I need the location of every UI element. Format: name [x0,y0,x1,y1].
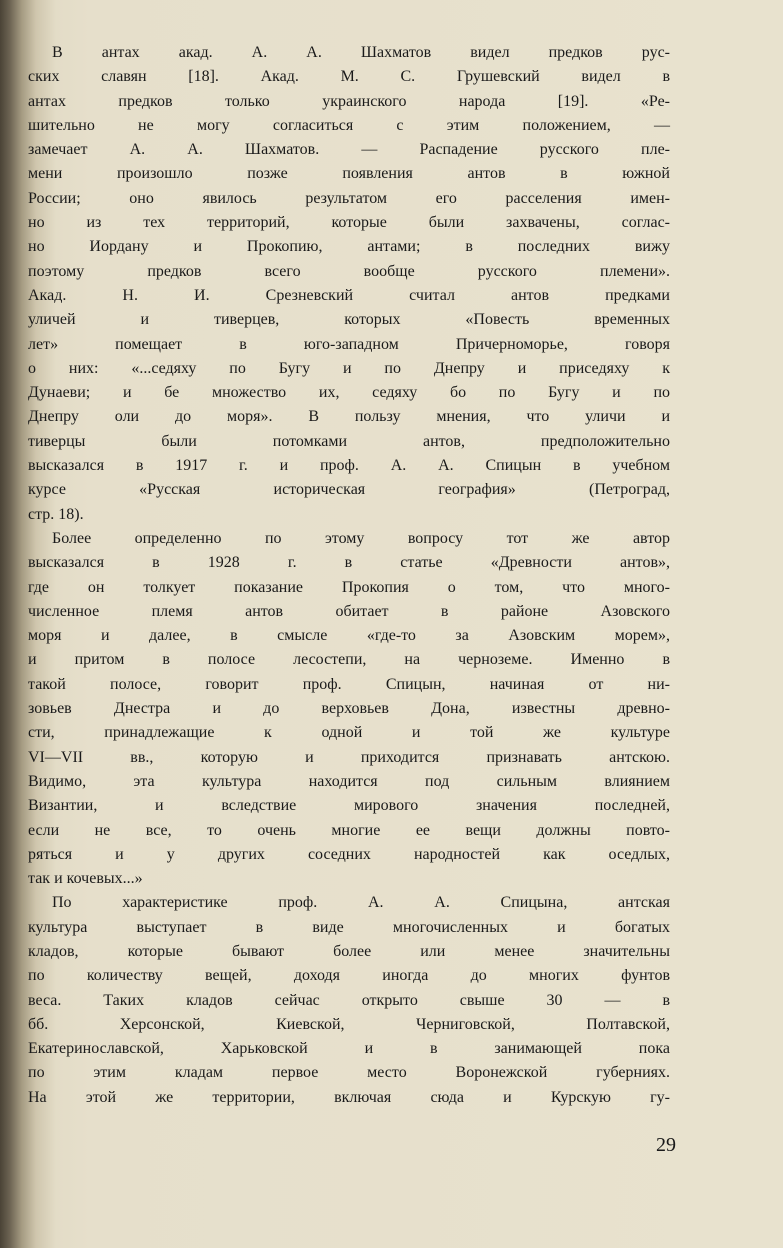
text-line: кладов, которые бывают более или менее значительны [28,942,670,960]
text-line: замечает А. А. Шахматов. — Распадение русского пле- [28,141,670,159]
text-line: сти, принадлежащие к одной и той же культуре [28,724,670,742]
text-line: В антах акад. А. А. Шахматов видел предков рус- [52,44,670,61]
page-number: 29 [656,1134,676,1156]
text-line: лет» помещает в юго-западном Причерноморье, говоря [28,335,670,353]
text-line: где он толкует показание Прокопия о том, что много- [28,578,670,596]
text-line: антах предков только украинского народа [19]. «Ре- [28,92,670,110]
text-line: Акад. Н. И. Срезневский считал антов предками [28,286,670,304]
text-line: стр. 18). [28,505,84,523]
text-line: поэтому предков всего вообще русского племени». [28,262,670,280]
text-line: но Иордану и Прокопию, антами; в последних вижу [28,238,670,256]
text-line: ских славян [18]. Акад. М. С. Грушевский видел в [28,68,670,86]
text-line: но из тех территорий, которые были захвачены, соглас- [28,214,670,232]
text-line: веса. Таких кладов сейчас открыто свыше 30 — в [28,991,670,1009]
text-line: России; оно явилось результатом его расселения имен- [28,189,670,207]
text-line: зовьев Днестра и до верховьев Дона, известны древно- [28,700,670,718]
text-line: бб. Херсонской, Киевской, Черниговской, Полтавской, [28,1015,670,1033]
text-line: уличей и тиверцев, которых «Повесть временных [28,311,670,329]
text-line: тиверцы были потомками антов, предположительно [28,432,670,450]
text-line: по этим кладам первое место Воронежской губерниях. [28,1064,670,1082]
text-line: Екатеринославской, Харьковской и в занимающей пока [28,1040,670,1058]
text-line: Более определенно по этому вопросу тот же автор [52,529,670,547]
text-line: Византии, и вследствие мирового значения последней, [28,797,670,815]
text-line: Днепру оли до моря». В пользу мнения, что уличи и [28,408,670,426]
body-text [28,44,670,1113]
text-line: о них: «...седяху по Бугу и по Днепру и приседяху к [28,359,670,377]
text-line: Дунаеви; и бе множество их, седяху бо по Бугу и по [28,384,670,402]
text-line: по количеству вещей, доходя иногда до многих фунтов [28,967,670,985]
text-line: если не все, то очень многие ее вещи должны повто- [28,821,670,839]
text-line: курсе «Русская историческая география» (Петроград, [28,481,670,499]
text-line: По характеристике проф. А. А. Спицына, антская [52,894,670,912]
text-line: и притом в полосе лесостепи, на черноземе. Именно в [28,651,670,669]
text-line: Видимо, эта культура находится под сильным влиянием [28,772,670,790]
text-line: так и кочевых...» [28,870,143,888]
text-line: высказался в 1917 г. и проф. А. А. Спицын в учебном [28,457,670,475]
text-line: численное племя антов обитает в районе Азовского [28,602,670,620]
text-line: ряться и у других соседних народностей как оседлых, [28,845,670,863]
text-line: VI—VII вв., которую и приходится признавать антскою. [28,748,670,766]
text-line: моря и далее, в смысле «где-то за Азовским морем», [28,627,670,645]
text-line: культура выступает в виде многочисленных и богатых [28,918,670,936]
text-line: На этой же территории, включая сюда и Курскую гу- [28,1088,670,1106]
text-line: шительно не могу согласиться с этим положением, — [28,116,670,134]
text-line: мени произошло позже появления антов в южной [28,165,670,183]
text-line: такой полосе, говорит проф. Спицын, начиная от ни- [28,675,670,693]
text-line: высказался в 1928 г. в статье «Древности антов», [28,554,670,572]
